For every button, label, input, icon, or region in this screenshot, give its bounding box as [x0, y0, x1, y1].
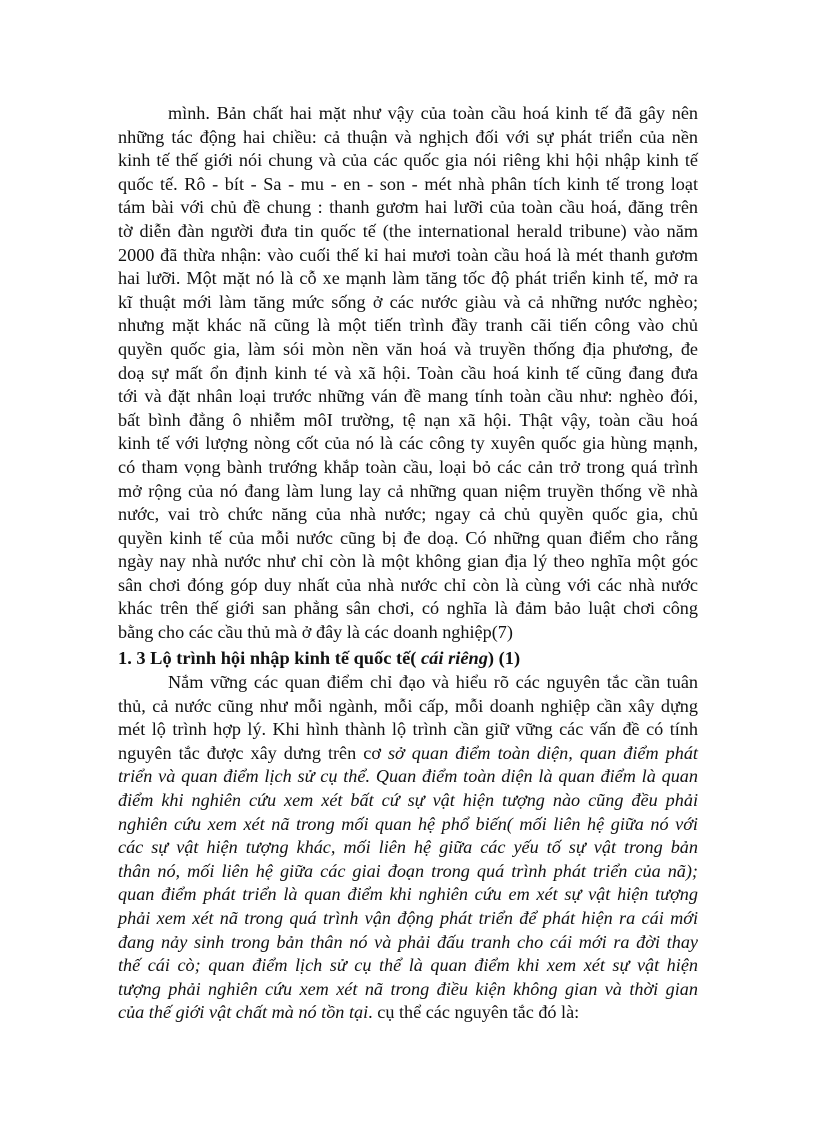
text-normal: nguyên tắc được xây dưng trên cơ	[118, 742, 388, 763]
text-line: mở rộng của nó đang làm lung lay cả những quan niệm truyền thống về nhà	[118, 480, 698, 501]
text-line: kinh tế với lượng nòng cốt của nó là các công ty xuyên quốc gia hùng mạnh,	[118, 433, 698, 454]
text-line: mình. Bản chất hai mặt như vậy của toàn cầu hoá kinh tế đã gây nên	[168, 103, 698, 123]
text-italic: của thế giới vật chất mà nó tồn tại	[118, 1002, 369, 1023]
text-line: tờ diễn đàn người đưa tin quốc tế (the international herald tribune) vào năm	[118, 220, 698, 241]
text-line: có tham vọng bành trướng khắp toàn cầu, loại bỏ các cản trở trong quá trình	[118, 456, 698, 477]
text-line: 2000 đã thừa nhận: vào cuối thế kỉ hai mươi toàn cầu hoá là mét thanh gươm	[118, 244, 698, 265]
text-line: phải xem xét nã trong quá trình vận động phát triển để phát hiện ra cái mới	[118, 907, 698, 928]
text-line: doạ sự mất ổn định kinh té và xã hội. Toàn cầu hoá kinh tế cũng đang đưa	[118, 362, 698, 383]
heading-suffix: ) (1)	[487, 648, 521, 668]
text-line: tượng phải nghiên cứu xem xét nã trong điều kiện không gian và thời gian	[118, 978, 698, 999]
text-line: nhưng mặt khác nã cũng là một tiến trình đầy tranh cãi tiến công vào chủ	[118, 315, 698, 336]
heading-italic: cái riêng	[416, 648, 488, 668]
text-line: thủ, cả nước cũng như mỗi ngành, mỗi cấp, mỗi doanh nghiệp cần xây dựng	[118, 695, 698, 716]
text-line: mét lộ trình hợp lý. Khi hình thành lộ trình cần giữ vững các vấn đề có tính	[118, 719, 698, 740]
text-normal: . cụ thể các nguyên tắc đó là:	[368, 1002, 580, 1023]
paragraph-2	[118, 671, 698, 1025]
text-line: quốc tế. Rô - bít - Sa - mu - en - son - mét nhà phân tích kinh tế trong loạt	[118, 173, 698, 194]
text-line: sân chơi đóng góp duy nhất của nhà nước chỉ còn là cùng với các nhà nước	[118, 574, 698, 595]
text-line-mixed	[118, 742, 698, 766]
text-italic: sở quan điểm toàn diện, quan điểm phát	[387, 742, 698, 763]
text-line: thế cái cò; quan điểm lịch sử cụ thể là quan điểm khi xem xét sự vật hiện	[118, 955, 698, 976]
text-line: nước, vai trò chức năng của nhà nước; ngay cả chủ quyền quốc gia, chủ	[118, 504, 698, 525]
text-line: Nắm vững các quan điểm chỉ đạo và hiểu rõ các nguyên tắc cần tuân	[168, 672, 698, 692]
text-line: kĩ thuật mới làm tăng mức sống ở các nước giàu và cả những nước nghèo;	[118, 291, 698, 312]
text-line: thân nó, mối liên hệ giữa các giai đoạn trong quá trình phát triển của nã);	[118, 860, 698, 881]
text-line: hai lưỡi. Một mặt nó là cỗ xe mạnh làm tăng tốc độ phát triển kinh tế, mở ra	[118, 268, 698, 289]
text-line: đang nảy sinh trong bản thân nó và phải đấu tranh cho cái mới ra đời thay	[118, 931, 698, 952]
text-line: những tác động hai chiều: cả thuận và nghịch đối với sự phát triển của nền	[118, 126, 698, 147]
text-line: bằng cho các cầu thủ mà ở đây là các doanh nghiệp(7)	[118, 622, 513, 643]
text-line: kinh tế thế giới nói chung và của các quốc gia nói riêng khi hội nhập kinh tế	[118, 150, 698, 171]
text-line: tám bài với chủ đề chung : thanh gươm hai lưỡi của toàn cầu hoá, đăng trên	[118, 197, 698, 218]
text-line: quyền kinh tế của mỗi nước cũng bị đe doạ. Có những quan điểm cho rằng	[118, 527, 698, 548]
section-heading	[118, 648, 520, 669]
text-line: bất bình đẳng ô nhiễm môI trường, tệ nạn xã hội. Thật vậy, toàn cầu hoá	[118, 409, 698, 430]
heading-prefix: 1. 3 Lộ trình hội nhập kinh tế quốc tế(	[118, 648, 417, 668]
text-line: triển và quan điểm lịch sử cụ thể. Quan điểm toàn diện là quan điểm là quan	[118, 766, 698, 787]
text-line: ngày nay nhà nước như chỉ còn là một không gian địa lý theo nghĩa một góc	[118, 551, 698, 572]
text-line: nghiên cứu xem xét nã trong mối quan hệ phổ biến( mối liên hệ giữa nó với	[118, 813, 698, 834]
text-line: tới và đặt nhân loại trước những ván đề mang tính toàn cầu như: nghèo đói,	[118, 386, 698, 407]
text-line: khác trên thế giới san phẳng sân chơi, có nghĩa là đảm bảo luật chơi công	[118, 598, 698, 619]
text-line: các sự vật hiện tượng khác, mối liên hệ giữa các yếu tố sự vật trong bản	[118, 837, 698, 858]
text-line: điểm khi nghiên cứu xem xét bất cứ sự vật hiện tượng nào cũng đều phải	[118, 789, 698, 810]
text-line: quyền quốc gia, làm sói mòn nền văn hoá và truyền thống địa phương, đe	[118, 338, 698, 359]
text-line: quan điểm phát triển là quan điểm khi nghiên cứu em xét sự vật hiện tượng	[118, 884, 698, 905]
text-line-mixed	[118, 1001, 698, 1025]
paragraph-1	[118, 102, 698, 645]
